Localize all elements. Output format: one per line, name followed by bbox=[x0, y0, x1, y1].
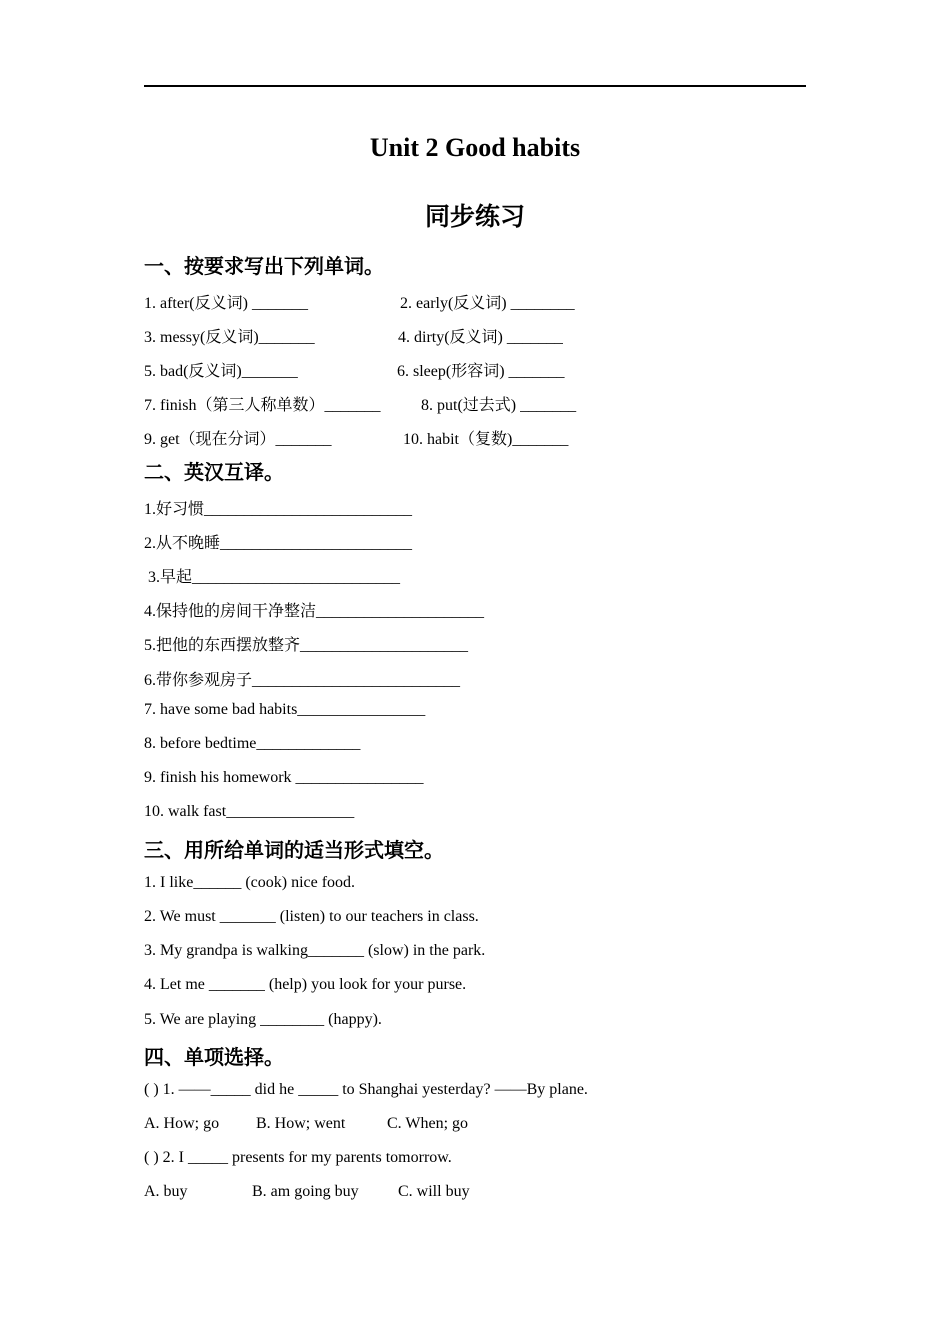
page-subtitle: 同步练习 bbox=[424, 202, 525, 231]
q1-option-b: B. How; went bbox=[256, 1115, 346, 1132]
section2-item: 8. before bedtime_____________ bbox=[144, 735, 361, 752]
section3-item: 4. Let me _______ (help) you look for your purse. bbox=[144, 976, 467, 993]
section4-heading: 四、单项选择。 bbox=[144, 1045, 284, 1069]
q1-option-a: A. How; go bbox=[144, 1115, 220, 1132]
section2-item: 9. finish his homework ________________ bbox=[144, 769, 424, 786]
section1-item: 4. dirty(反义词) _______ bbox=[398, 329, 563, 346]
section2-item: 7. have some bad habits________________ bbox=[144, 701, 426, 718]
q2-option-a: A. buy bbox=[144, 1183, 188, 1200]
q1-option-c: C. When; go bbox=[387, 1115, 469, 1132]
section1-item: 9. get（现在分词）_______ bbox=[144, 431, 332, 448]
section2-item: 3.早起__________________________ bbox=[148, 569, 401, 586]
section1-item: 5. bad(反义词)_______ bbox=[144, 363, 298, 380]
section1-heading: 一、按要求写出下列单词。 bbox=[144, 254, 384, 278]
question-1: ( ) 1. ——_____ did he _____ to Shanghai yesterday? ——By plane. bbox=[144, 1081, 588, 1098]
question-2: ( ) 2. I _____ presents for my parents tomorrow. bbox=[144, 1149, 452, 1166]
section2-item: 10. walk fast________________ bbox=[144, 803, 355, 820]
section2-item: 5.把他的东西摆放整齐_____________________ bbox=[144, 637, 469, 654]
section2-item: 4.保持他的房间干净整洁_____________________ bbox=[144, 603, 485, 620]
section1-item: 8. put(过去式) _______ bbox=[421, 397, 577, 414]
section3-item: 5. We are playing ________ (happy). bbox=[144, 1011, 382, 1028]
section1-item: 2. early(反义词) ________ bbox=[400, 295, 575, 312]
q2-option-b: B. am going buy bbox=[252, 1183, 359, 1200]
section2-item: 6.带你参观房子__________________________ bbox=[144, 672, 461, 689]
section1-item: 6. sleep(形容词) _______ bbox=[397, 363, 565, 380]
section1-item: 1. after(反义词) _______ bbox=[144, 295, 308, 312]
page-title: Unit 2 Good habits bbox=[369, 133, 581, 162]
section3-heading: 三、用所给单词的适当形式填空。 bbox=[144, 838, 444, 862]
section1-item: 10. habit（复数)_______ bbox=[403, 431, 569, 448]
section3-item: 2. We must _______ (listen) to our teachers in class. bbox=[144, 908, 479, 925]
section2-heading: 二、英汉互译。 bbox=[144, 460, 284, 484]
section2-item: 1.好习惯__________________________ bbox=[144, 501, 413, 518]
section2-item: 2.从不晚睡________________________ bbox=[144, 535, 413, 552]
section1-item: 7. finish（第三人称单数）_______ bbox=[144, 397, 381, 414]
header-rule bbox=[144, 85, 806, 87]
section1-item: 3. messy(反义词)_______ bbox=[144, 329, 315, 346]
section3-item: 1. I like______ (cook) nice food. bbox=[144, 874, 356, 891]
q2-option-c: C. will buy bbox=[398, 1183, 470, 1200]
section3-item: 3. My grandpa is walking_______ (slow) in the park. bbox=[144, 942, 486, 959]
